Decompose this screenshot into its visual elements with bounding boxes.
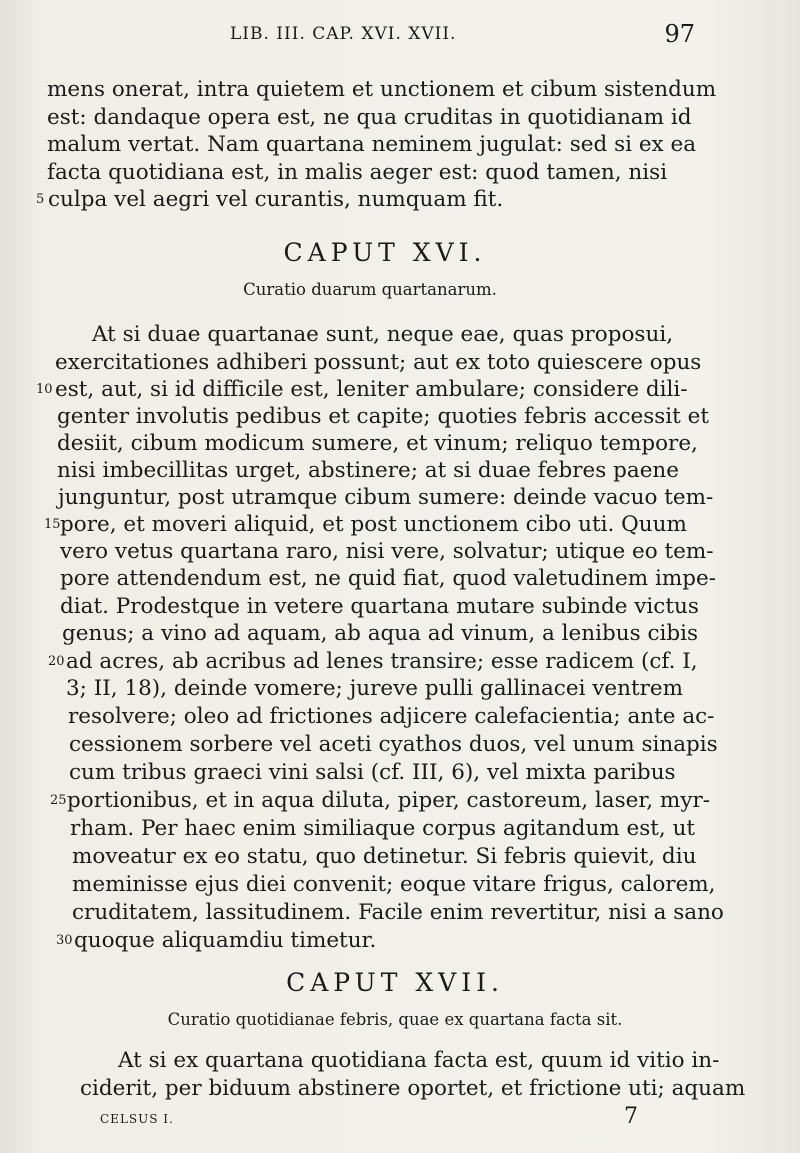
text-line: est, aut, si id difficile est, leniter ambulare; considere dili- bbox=[55, 377, 688, 402]
text-line: est: dandaque opera est, ne qua cruditas in quotidianam id bbox=[47, 105, 692, 130]
text-line: ad acres, ab acribus ad lenes transire; esse radicem (cf. I, bbox=[66, 649, 698, 674]
text-line: quoque aliquamdiu timetur. bbox=[74, 928, 377, 953]
text-line: junguntur, post utramque cibum sumere: deinde vacuo tem- bbox=[58, 485, 714, 510]
text-line: resolvere; oleo ad frictiones adjicere calefacientia; ante ac- bbox=[68, 704, 715, 729]
text-line: vero vetus quartana raro, nisi vere, solvatur; utique eo tem- bbox=[60, 539, 714, 564]
text-line: genter involutis pedibus et capite; quoties febris accessit et bbox=[57, 404, 710, 429]
text-line: culpa vel aegri vel curantis, numquam fit. bbox=[48, 187, 504, 212]
text-line: portionibus, et in aqua diluta, piper, castoreum, laser, myr- bbox=[67, 788, 711, 813]
text-line: genus; a vino ad aquam, ab aqua ad vinum, a lenibus cibis bbox=[62, 621, 699, 646]
line-number: 10 bbox=[36, 382, 53, 397]
text-line: At si ex quartana quotidiana facta est, quum id vitio in- bbox=[118, 1048, 720, 1073]
text-line: exercitationes adhiberi possunt; aut ex toto quiescere opus bbox=[55, 350, 702, 375]
text-line: malum vertat. Nam quartana neminem jugulat: sed si ex ea bbox=[47, 132, 697, 157]
running-header: LIB. III. CAP. XVI. XVII. bbox=[230, 24, 457, 44]
text-line: ciderit, per biduum abstinere oportet, et frictione uti; aquam bbox=[80, 1076, 746, 1101]
text-line: cessionem sorbere vel aceti cyathos duos, vel unum sinapis bbox=[69, 732, 718, 757]
text-line: meminisse ejus diei convenit; eoque vitare frigus, calorem, bbox=[72, 872, 716, 897]
text-line: mens onerat, intra quietem et unctionem et cibum sistendum bbox=[47, 77, 717, 102]
text-line: 3; II, 18), deinde vomere; jureve pulli gallinacei ventrem bbox=[66, 676, 684, 701]
text-line: moveatur ex eo statu, quo detinetur. Si febris quievit, diu bbox=[72, 844, 697, 869]
text-line: pore attendendum est, ne quid fiat, quod valetudinem impe- bbox=[60, 566, 717, 591]
text-line: cum tribus graeci vini salsi (cf. III, 6), vel mixta paribus bbox=[69, 760, 676, 785]
chapter-heading: CAPUT XVII. bbox=[286, 968, 504, 997]
text-line: desiit, cibum modicum sumere, et vinum; reliquo tempore, bbox=[57, 431, 698, 456]
line-number: 30 bbox=[56, 933, 73, 948]
page-number: 97 bbox=[664, 20, 695, 48]
text-line: rham. Per haec enim similiaque corpus agitandum est, ut bbox=[70, 816, 696, 841]
text-line: At si duae quartanae sunt, neque eae, quas proposui, bbox=[92, 322, 674, 347]
line-number: 20 bbox=[48, 654, 65, 669]
line-number: 5 bbox=[36, 192, 45, 207]
chapter-subtitle: Curatio quotidianae febris, quae ex quartana facta sit. bbox=[167, 1010, 623, 1029]
signature-number: 7 bbox=[624, 1104, 638, 1129]
line-number: 15 bbox=[44, 517, 61, 532]
text-line: nisi imbecillitas urget, abstinere; at si duae febres paene bbox=[57, 458, 679, 483]
chapter-subtitle: Curatio duarum quartanarum. bbox=[243, 280, 497, 299]
text-line: facta quotidiana est, in malis aeger est: quod tamen, nisi bbox=[47, 160, 668, 185]
text-line: diat. Prodestque in vetere quartana mutare subinde victus bbox=[60, 594, 699, 619]
text-line: pore, et moveri aliquid, et post unctionem cibo uti. Quum bbox=[60, 512, 687, 537]
text-line: cruditatem, lassitudinem. Facile enim revertitur, nisi a sano bbox=[72, 900, 724, 925]
signature-mark: CELSUS I. bbox=[100, 1112, 174, 1126]
chapter-heading: CAPUT XVI. bbox=[283, 238, 487, 267]
line-number: 25 bbox=[50, 793, 67, 808]
